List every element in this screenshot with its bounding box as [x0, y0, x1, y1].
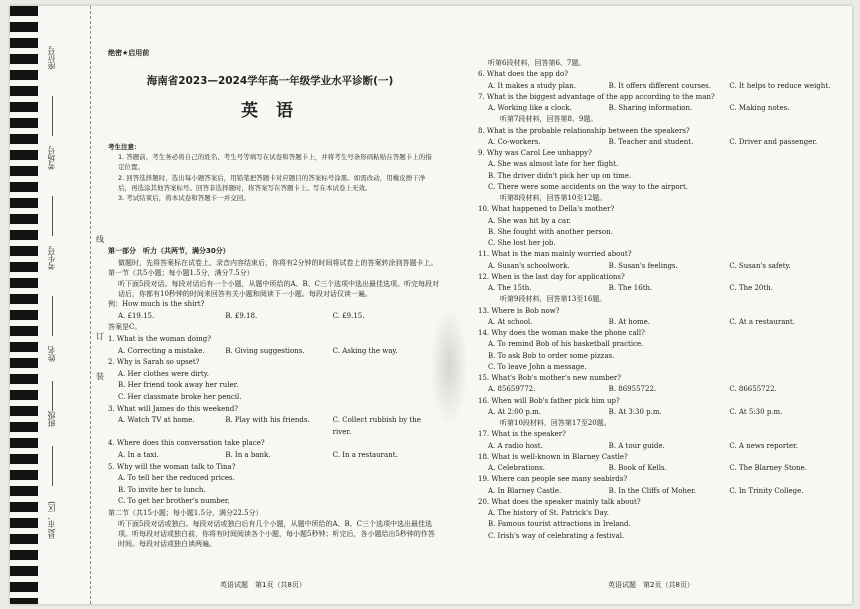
notice-item: 3. 考试结束后，将本试卷和答题卡一并交回。	[118, 194, 250, 203]
option: A. The 15th.	[488, 284, 532, 292]
material-note: 听第7段材料，回答第8、9题。	[500, 115, 598, 124]
option: A. In a taxi.	[118, 450, 159, 459]
option: A. Watch TV at home.	[118, 416, 195, 425]
option-row	[478, 261, 850, 272]
listening-section	[108, 246, 440, 549]
option: A. Correcting a mistake.	[118, 346, 205, 355]
question-item	[478, 148, 850, 204]
option: B. In the Cliffs of Moher.	[608, 486, 696, 495]
question-stem: 12. When is the last day for applications?	[478, 272, 625, 281]
option: C. Making notes.	[729, 104, 790, 112]
option: A. In Blarney Castle.	[488, 486, 562, 495]
section-intro: 听下面5段对话。每段对话后有一个小题，从题中所给的A、B、C三个选项中选出最佳选项。听完每段对话后，你都有10秒钟的时间来回答有关小题和阅读下一小题。每段对话仅读一遍。	[118, 280, 440, 299]
question-stem: 8. What is the probable relationship between the speakers?	[478, 126, 690, 135]
option: C. There were some accidents on the way to the airport.	[488, 182, 689, 191]
option: A. A radio host.	[488, 441, 543, 450]
margin-label-name: 姓名	[47, 346, 56, 362]
option-row	[478, 407, 850, 418]
option: A. To remind Bob of his basketball practice.	[488, 340, 644, 349]
question-item	[478, 328, 850, 373]
option: A. Her clothes were dirty.	[118, 369, 209, 378]
option: C. To get her brother's number.	[118, 497, 230, 506]
option: B. The driver didn't pick her up on time.	[488, 171, 632, 180]
confidential-mark: 绝密★启用前	[108, 49, 150, 57]
question-stem: 11. What is the man mainly worried about?	[478, 250, 632, 259]
option: A. Susan's schoolwork.	[488, 261, 570, 270]
margin-fill-line	[52, 196, 53, 236]
option-row	[108, 346, 440, 358]
scan-smudge	[430, 306, 468, 426]
question-item	[108, 404, 440, 439]
exam-paper	[10, 6, 852, 604]
option: B. A tour guide.	[608, 441, 665, 450]
part-title: 第一部分 听力（共两节，满分30分）	[108, 247, 230, 255]
option-row	[478, 283, 850, 294]
option: C. Susan's safety.	[729, 261, 791, 270]
question-item	[478, 249, 850, 272]
question-item	[478, 69, 850, 92]
option: A. Co-workers.	[488, 137, 541, 146]
option: C. She lost her job.	[488, 239, 556, 247]
question-item	[108, 438, 440, 461]
question-item	[478, 204, 850, 249]
option: C. Asking the way.	[332, 346, 398, 355]
option: B. 86955722.	[608, 385, 657, 394]
binding-strip	[10, 6, 38, 604]
margin-label-county: 县(市、区)	[47, 501, 56, 540]
option: A. The history of St. Patrick's Day.	[488, 509, 609, 517]
margin-fill-line	[52, 381, 53, 411]
margin-label-class: 班级	[47, 411, 56, 427]
question-stem: 19. Where can people see many seabirds?	[478, 475, 628, 484]
option-row	[478, 317, 850, 328]
option: A. 85659772.	[488, 385, 536, 394]
cut-mark-line: 线	[96, 235, 104, 244]
option: B. Teacher and student.	[608, 137, 694, 146]
option: C. At a restaurant.	[729, 317, 795, 326]
option: C. In a restaurant.	[332, 450, 398, 459]
question-list	[108, 334, 440, 508]
option: C. Her classmate broke her pencil.	[118, 392, 242, 401]
subject-title: 英 语	[241, 101, 299, 121]
student-info-margin	[38, 6, 104, 604]
option: B. At 3:30 p.m.	[608, 407, 662, 416]
option: A. To tell her the reduced prices.	[118, 474, 235, 483]
option: C. The Blarney Stone.	[729, 464, 807, 472]
option: B. Play with his friends.	[225, 416, 310, 425]
option-row	[478, 486, 850, 497]
material-note: 听第8段材料，回答第10至12题。	[500, 194, 607, 202]
option-row	[478, 441, 850, 452]
option: C. Driver and passenger.	[729, 137, 818, 146]
material-note: 听第9段材料，回答第13至16题。	[500, 295, 607, 304]
question-item	[108, 334, 440, 357]
margin-fill-line	[52, 446, 53, 486]
cut-mark-order: 订	[96, 332, 104, 341]
question-item	[478, 272, 850, 306]
example-answer: 答案是C。	[108, 323, 142, 332]
question-stem: 2. Why is Sarah so upset?	[108, 358, 200, 367]
margin-label-room: 考场号	[47, 146, 56, 170]
question-stem: 7. What is the biggest advantage of the app according to the man?	[478, 92, 715, 101]
option: C. A news reporter.	[729, 441, 798, 450]
notice-title: 考生注意：	[108, 143, 141, 151]
option: B. It offers different courses.	[608, 81, 711, 90]
question-item	[478, 429, 850, 452]
notice-item: 2. 回答选择题时，选出每小题答案后，用铅笔把答题卡对应题目的答案标号涂黑。如需改动，用橡皮擦干净后，再选涂其他答案标号。回答非选择题时，将答案写在答题卡上。写在本试卷上无效。	[118, 173, 426, 192]
option: B. She fought with another person.	[488, 227, 613, 236]
question-stem: 18. What is well-known in Blarney Castle?	[478, 452, 628, 461]
option: C. Irish's way of celebrating a festival.	[488, 531, 625, 540]
option: A. She was hit by a car.	[488, 216, 571, 225]
question-stem: 13. Where is Bob now?	[478, 306, 560, 315]
option: C. At 5:30 p.m.	[729, 407, 783, 416]
margin-fill-line	[52, 296, 53, 336]
question-list-right	[478, 58, 850, 542]
option: B. At home.	[608, 317, 650, 326]
option: B. £9.18.	[225, 311, 258, 320]
question-item	[108, 357, 440, 403]
example-question: 例：How much is the shirt?	[108, 300, 205, 309]
question-stem: 14. Why does the woman make the phone call?	[478, 329, 645, 337]
question-item	[478, 396, 850, 430]
section-title: 第一节（共5小题；每小题1.5分，满分7.5分）	[108, 268, 254, 277]
question-item	[478, 474, 850, 497]
question-stem: 6. What does the app do?	[478, 70, 568, 79]
question-item	[478, 92, 850, 126]
page-footer: 英语试题 第1页（共8页）	[220, 581, 306, 589]
option: B. Famous tourist attractions in Ireland.	[488, 520, 631, 529]
question-stem: 1. What is the woman doing?	[108, 334, 211, 343]
option: C. To leave John a message.	[488, 362, 587, 371]
option-row	[108, 450, 440, 462]
question-item	[478, 306, 850, 329]
option: B. Susan's feelings.	[608, 261, 678, 270]
margin-label-seat: 座位号	[47, 46, 56, 70]
section-title: 第二节（共15小题；每小题1.5分，满分22.5分）	[108, 508, 263, 517]
option: B. Her friend took away her ruler.	[118, 381, 239, 390]
option: B. To invite her to lunch.	[118, 485, 206, 494]
option: B. In a bank.	[225, 450, 271, 459]
example-options	[108, 311, 440, 323]
question-stem: 10. What happened to Della's mother?	[478, 205, 615, 214]
option: C. 86655722.	[729, 385, 777, 394]
option: A. Working like a clock.	[488, 104, 572, 112]
option-row	[478, 463, 850, 474]
option: C. It helps to reduce weight.	[729, 81, 831, 90]
cut-mark-bind: 装	[96, 372, 104, 381]
notice-item: 1. 答题前，考生务必将自己的姓名、考生号等填写在试卷和答题卡上，并将考生号条形码粘贴在答题卡上的指定位置。	[118, 153, 432, 172]
option: A. Celebrations.	[488, 464, 545, 472]
option-row	[478, 103, 850, 114]
section-intro: 听下面5段对话或独白。每段对话或独白后有几个小题，从题中所给的A、B、C三个选项中选出最佳选项。听每段对话或独白前，你将有时间阅读各个小题，每小题5秒钟；听完后，各小题给出5秒钟的作答时间。每段对话或独白读两遍。	[118, 520, 435, 549]
question-item	[478, 373, 850, 396]
option: C. The 20th.	[729, 284, 773, 292]
margin-label-candidate-number: 考生号	[47, 246, 56, 270]
question-stem: 3. What will James do this weekend?	[108, 404, 239, 413]
material-note: 听第10段材料，回答第17至20题。	[500, 419, 611, 427]
question-stem: 15. What's Bob's mother's new number?	[478, 374, 622, 382]
part-intro: 做题时，先将答案标在试卷上。录音内容结束后，你将有2分钟的时间将试卷上的答案转涂到答题卡上。	[118, 258, 438, 267]
option-row	[478, 384, 850, 395]
question-stem: 16. When will Bob's father pick him up?	[478, 396, 620, 405]
question-stem: 5. Why will the woman talk to Tina?	[108, 462, 236, 471]
question-stem: 20. What does the speaker mainly talk about?	[478, 497, 641, 506]
option: B. Giving suggestions.	[225, 346, 305, 355]
option: A. At 2:00 p.m.	[488, 407, 541, 416]
option-row	[478, 137, 850, 148]
question-item	[478, 497, 850, 542]
option: B. To ask Bob to order some pizzas.	[488, 351, 615, 360]
question-item	[478, 126, 850, 149]
option: A. £19.15.	[118, 311, 155, 320]
material-note: 听第6段材料，回答第6、7题。	[488, 59, 586, 67]
option-row	[108, 415, 440, 438]
option: C. £9.15.	[332, 311, 365, 320]
option: C. Collect rubbish by the river.	[332, 416, 421, 436]
option: C. In Trinity College.	[729, 486, 804, 495]
option: B. Sharing information.	[608, 104, 693, 112]
question-stem: 17. What is the speaker?	[478, 430, 566, 439]
question-item	[108, 462, 440, 508]
question-list	[478, 69, 850, 542]
candidate-notice	[108, 142, 438, 203]
page-footer: 英语试题 第2页（共8页）	[608, 581, 694, 589]
question-stem: 4. Where does this conversation take place?	[108, 439, 265, 448]
question-item	[478, 452, 850, 475]
option: A. She was almost late for her flight.	[488, 160, 619, 169]
margin-fill-line	[52, 96, 53, 136]
exam-title: 海南省2023—2024学年高一年级学业水平诊断(一)	[146, 75, 394, 87]
option: A. It makes a study plan.	[488, 81, 576, 90]
option: B. Book of Kells.	[608, 464, 667, 472]
option-row	[478, 81, 850, 92]
question-stem: 9. Why was Carol Lee unhappy?	[478, 149, 592, 157]
option: B. The 16th.	[608, 284, 653, 292]
option: A. At school.	[488, 317, 533, 326]
